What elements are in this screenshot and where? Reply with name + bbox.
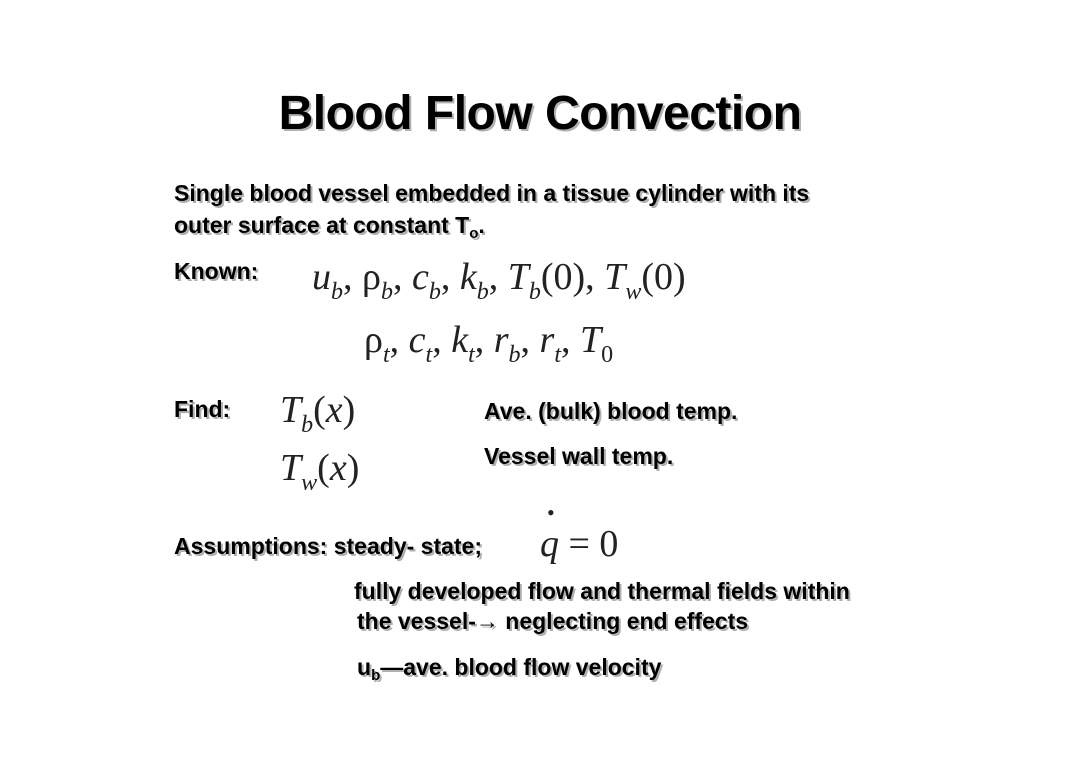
- assumptions-equation: • q = 0: [540, 522, 618, 566]
- find-label: Find:: [174, 396, 231, 422]
- find-description-wall-temp: Vessel wall temp.: [484, 443, 674, 469]
- known-equation-line-1: $u_b$, $\rho_b$, $c_b$, $k_b$, $T_b(0)$, $T_w(0)$: [312, 256, 686, 305]
- find-description-bulk-temp: Ave. (bulk) blood temp.: [484, 398, 738, 424]
- find-symbol-wall-temp: $T_w(x)$: [280, 447, 360, 496]
- intro-line-2: outer surface at constant $T_o$.: [174, 212, 485, 242]
- intro-line-1: Single blood vessel embedded in a tissue cylinder with its: [174, 180, 810, 206]
- slide-title: Blood Flow Convection: [278, 87, 802, 140]
- assumptions-line-3: the vessel-→ neglecting end effects: [357, 608, 749, 634]
- assumptions-line-4: $u_b—ave$. blood flow velocity: [357, 654, 662, 684]
- assumptions-label: Assumptions: steady- state;: [174, 533, 483, 559]
- find-symbol-bulk-temp: $T_b(x)$: [280, 389, 356, 438]
- known-equation-line-2: $\rho_t$, $c_t$, $k_t$, $r_b$, $r_t$, $T_0$: [364, 319, 614, 368]
- assumptions-line-2: fully developed flow and thermal fields within: [354, 578, 850, 604]
- known-label: Known:: [174, 258, 259, 284]
